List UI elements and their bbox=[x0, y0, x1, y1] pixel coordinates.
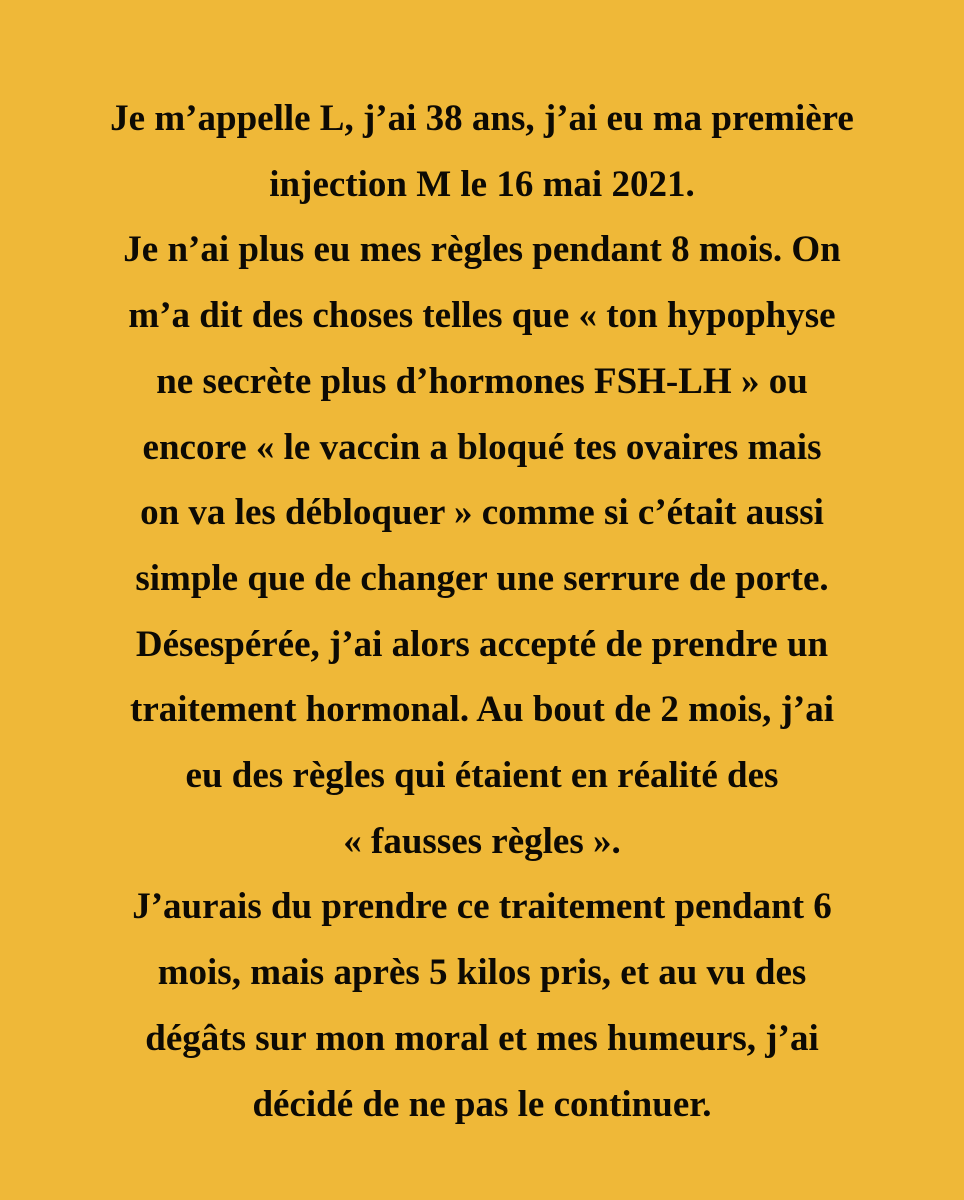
text-line: décidé de ne pas le continuer. bbox=[252, 1083, 712, 1125]
text-line: simple que de changer une serrure de porte. bbox=[135, 557, 829, 599]
text-line: dégâts sur mon moral et mes humeurs, j’ai bbox=[145, 1017, 819, 1059]
text-line: mois, mais après 5 kilos pris, et au vu des bbox=[157, 952, 807, 994]
text-line: traitement hormonal. Au bout de 2 mois, j’ai bbox=[130, 689, 834, 731]
text-line: on va les débloquer » comme si c’était aussi bbox=[140, 492, 824, 534]
text-line: Désespérée, j’ai alors accepté de prendre un bbox=[135, 623, 829, 665]
text-line: Je n’ai plus eu mes règles pendant 8 mois. On bbox=[123, 229, 841, 271]
text-line: « fausses règles ». bbox=[343, 820, 621, 862]
testimony-text bbox=[0, 86, 964, 1137]
text-line: Je m’appelle L, j’ai 38 ans, j’ai eu ma première bbox=[110, 98, 854, 139]
text-line: J’aurais du prendre ce traitement pendant 6 bbox=[132, 886, 832, 928]
text-line: encore « le vaccin a bloqué tes ovaires mais bbox=[142, 426, 822, 468]
text-line: injection M le 16 mai 2021. bbox=[269, 163, 695, 205]
text-line: eu des règles qui étaient en réalité des bbox=[185, 755, 779, 797]
text-line: m’a dit des choses telles que « ton hypophyse bbox=[128, 295, 836, 337]
text-line: ne secrète plus d’hormones FSH-LH » ou bbox=[156, 360, 808, 402]
